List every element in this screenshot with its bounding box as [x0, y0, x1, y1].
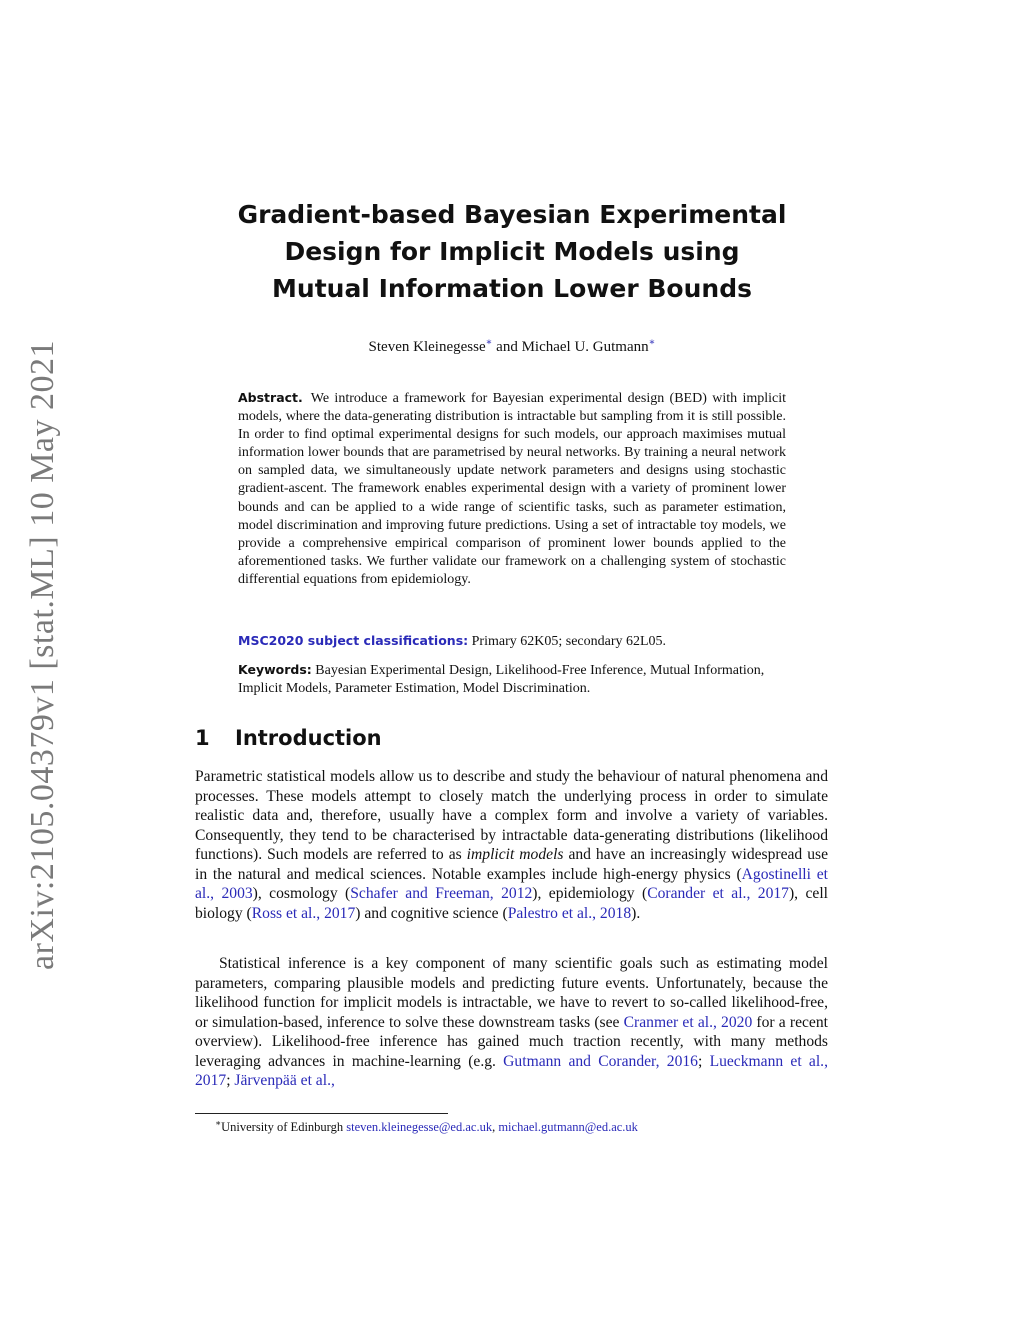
- author-list: [190, 337, 834, 356]
- affiliation-text: University of Edinburgh: [221, 1120, 347, 1135]
- citation-link[interactable]: Gutmann and Corander, 2016: [503, 1052, 698, 1070]
- paragraph-text: Statistical inference is a key component of many scientific goals such as estimating model parameters, comparing plausible models and predicting future events. Unfortunately, because the likelihood function for implicit models is intractable, we have to revert to so-called likelihood-free, or simulation-based, inference to solve these downstream tasks (see: [195, 955, 828, 1031]
- citation-link[interactable]: Järvenpää et al.,: [234, 1072, 335, 1089]
- title-line: Mutual Information Lower Bounds: [272, 274, 752, 303]
- footnote: [215, 1118, 638, 1135]
- introduction-paragraph: [195, 954, 828, 1091]
- email-link[interactable]: michael.gutmann@ed.ac.uk: [498, 1120, 638, 1135]
- author-name: Michael U. Gutmann: [521, 339, 649, 355]
- footnote-divider: [195, 1113, 448, 1114]
- msc-label-link[interactable]: MSC2020 subject classifications:: [238, 633, 469, 648]
- citation-link[interactable]: Lueckmann et al., 2017: [195, 1052, 828, 1089]
- paragraph-text: ), cosmology (: [252, 885, 351, 902]
- email-link[interactable]: steven.kleinegesse@ed.ac.uk: [346, 1120, 493, 1135]
- keywords-text: Bayesian Experimental Design, Likelihood-Free Inference, Mutual Information, Implicit Models, Parameter Estimation, Model Discrimination.: [238, 663, 765, 696]
- abstract-label: Abstract.: [238, 390, 303, 405]
- author-separator: and: [492, 339, 522, 355]
- section-heading: [195, 726, 382, 750]
- keywords-label: Keywords:: [238, 662, 312, 677]
- keywords: [238, 661, 786, 698]
- paragraph-text: ), cell biology (: [195, 885, 828, 922]
- paragraph-text: and have an increasingly widespread use in the natural and medical sciences. Notable examples include high-energy physics (: [195, 846, 828, 883]
- paragraph-text: ;: [226, 1072, 235, 1089]
- citation-link[interactable]: Cranmer et al., 2020: [623, 1013, 753, 1031]
- citation-link[interactable]: Corander et al., 2017: [647, 885, 789, 902]
- abstract-text: We introduce a framework for Bayesian experimental design (BED) with implicit models, where the data-generating distribution is intractable but sampling from it is still possible. In order to find optimal experimental designs for such models, our approach maximises mutual information lower bounds that are parametrised by neural networks. By training a neural network on sampled data, we simultaneously update network parameters and designs using stochastic gradient-ascent. The framework enables experimental design with a variety of prominent lower bounds and can be applied to a wide range of scientific tasks, such as parameter estimation, model discrimination and improving future predictions. Using a set of intractable toy models, we provide a comprehensive empirical comparison of prominent lower bounds applied to the aforementioned tasks. We further validate our framework on a challenging system of stochastic differential equations from epidemiology.: [238, 391, 786, 587]
- citation-link[interactable]: Palestro et al., 2018: [507, 904, 632, 922]
- footnote-separator: ,: [492, 1120, 499, 1135]
- introduction-paragraph: [195, 767, 828, 923]
- paragraph-text: ), epidemiology (: [532, 885, 648, 902]
- msc-classifications: [238, 633, 786, 650]
- section-number: 1: [195, 726, 210, 750]
- emphasis-text: implicit models: [466, 846, 564, 863]
- msc-text: Primary 62K05; secondary 62L05.: [468, 634, 667, 649]
- author-name: Steven Kleinegesse: [368, 339, 486, 355]
- author-footnote-marker[interactable]: ∗: [485, 337, 493, 348]
- citation-link[interactable]: Agostinelli et al., 2003: [195, 865, 828, 902]
- paragraph-text: ;: [697, 1052, 710, 1070]
- title-line: Design for Implicit Models using: [284, 237, 740, 266]
- arxiv-identifier-text: arXiv:2105.04379v1 [stat.ML] 10 May 2021: [24, 339, 61, 971]
- abstract: [238, 389, 786, 589]
- footnote-marker: ∗: [215, 1118, 222, 1128]
- paragraph-text: Parametric statistical models allow us to describe and study the behaviour of natural phenomena and processes. These models attempt to closely match the underlying process in order to simulate realistic data and, therefore, usually have a complex form and involve a variety of variables. Consequently, they tend to be characterised by intractable data-generating distributions (likelihood functions). Such models are referred to as: [195, 768, 828, 863]
- citation-link[interactable]: Schafer and Freeman, 2012: [350, 885, 533, 902]
- citation-link[interactable]: Ross et al., 2017: [251, 904, 356, 922]
- title-line: Gradient-based Bayesian Experimental: [237, 200, 787, 229]
- paper-title: [190, 196, 834, 307]
- paragraph-text: ).: [631, 904, 641, 922]
- section-title: Introduction: [235, 726, 382, 750]
- author-footnote-marker[interactable]: ∗: [648, 337, 656, 348]
- paragraph-text: ) and cognitive science (: [355, 904, 508, 922]
- paragraph-text: for a recent overview). Likelihood-free inference has gained much traction recently, with many methods leveraging advances in machine-learning (e.g.: [195, 1013, 828, 1070]
